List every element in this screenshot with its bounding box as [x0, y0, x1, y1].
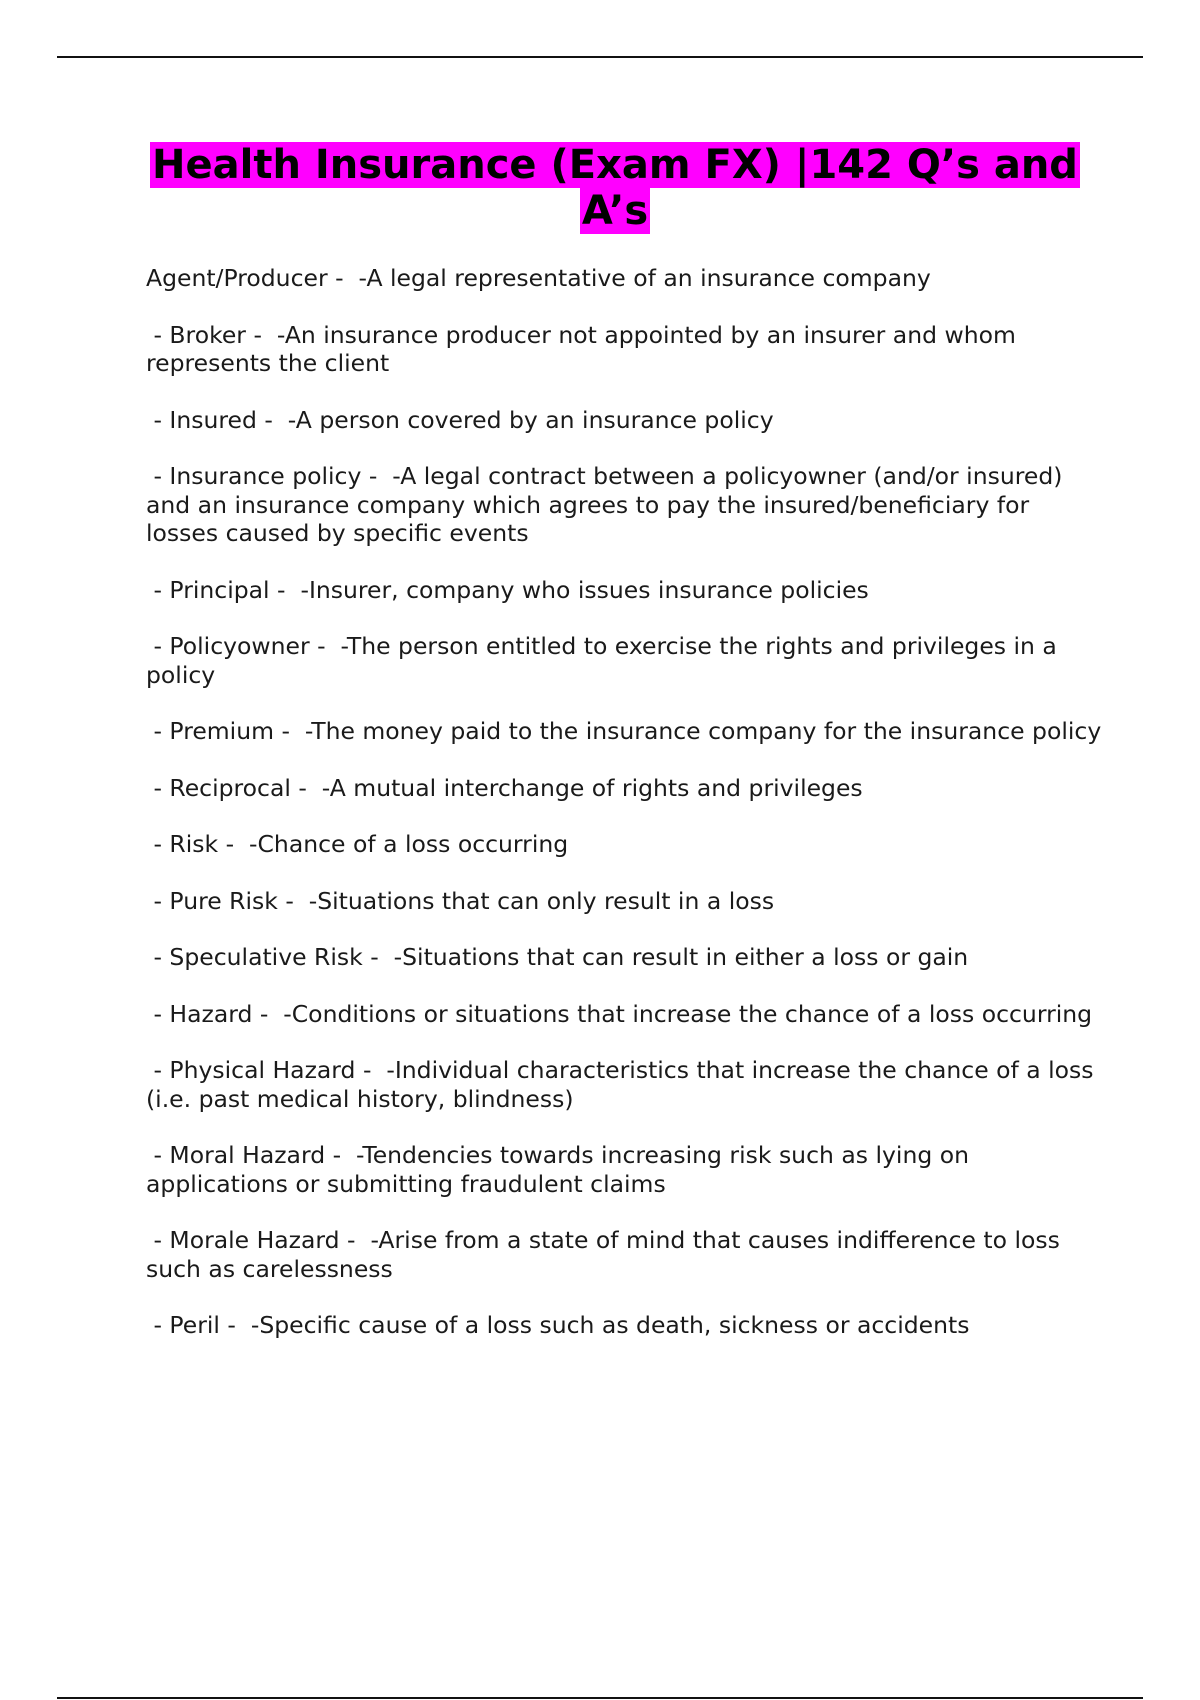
definition-entry: - Pure Risk - -Situations that can only result in a loss: [146, 886, 775, 915]
definition-entry: - Premium - -The money paid to the insurance company for the insurance policy: [146, 717, 1102, 745]
top-rule: [57, 56, 1143, 58]
definition-entry: - Risk - -Chance of a loss occurring: [146, 830, 569, 858]
definition-entry: - Broker - -An insurance producer not appointed by an insurer and whom represents the client: [146, 320, 1024, 377]
bottom-rule: [57, 1697, 1143, 1699]
definition-entry: - Policyowner - -The person entitled to exercise the rights and privileges in a policy: [146, 632, 1065, 689]
page-title: [140, 142, 1090, 234]
definition-entry: - Hazard - -Conditions or situations that increase the chance of a loss occurring: [146, 999, 1093, 1028]
definition-entry: - Physical Hazard - -Individual characteristics that increase the chance of a loss (i.e. past medical history, blindness): [146, 1056, 1102, 1113]
page-title-text: Health Insurance (Exam FX) |142 Q’s and A’s: [152, 142, 1078, 234]
definition-entry: - Reciprocal - -A mutual interchange of rights and privileges: [146, 773, 863, 802]
definition-entry: - Principal - -Insurer, company who issues insurance policies: [146, 575, 869, 604]
definition-entry: - Moral Hazard - -Tendencies towards increasing risk such as lying on applications or submitting fraudulent claims: [146, 1141, 977, 1198]
definitions-list: [146, 264, 1106, 1368]
definition-entry: Agent/Producer - -A legal representative of an insurance company: [146, 264, 931, 292]
definition-entry: - Morale Hazard - -Arise from a state of mind that causes indifference to loss such as carelessness: [146, 1226, 1068, 1283]
definition-entry: - Insured - -A person covered by an insurance policy: [146, 405, 774, 434]
definition-entry: - Peril - -Specific cause of a loss such as death, sickness or accidents: [146, 1311, 970, 1339]
definition-entry: - Speculative Risk - -Situations that can result in either a loss or gain: [146, 943, 969, 971]
definition-entry: - Insurance policy - -A legal contract between a policyowner (and/or insured) and an insurance company which agrees to pay the insured/beneficiary for losses caused by specific events: [146, 462, 1070, 547]
